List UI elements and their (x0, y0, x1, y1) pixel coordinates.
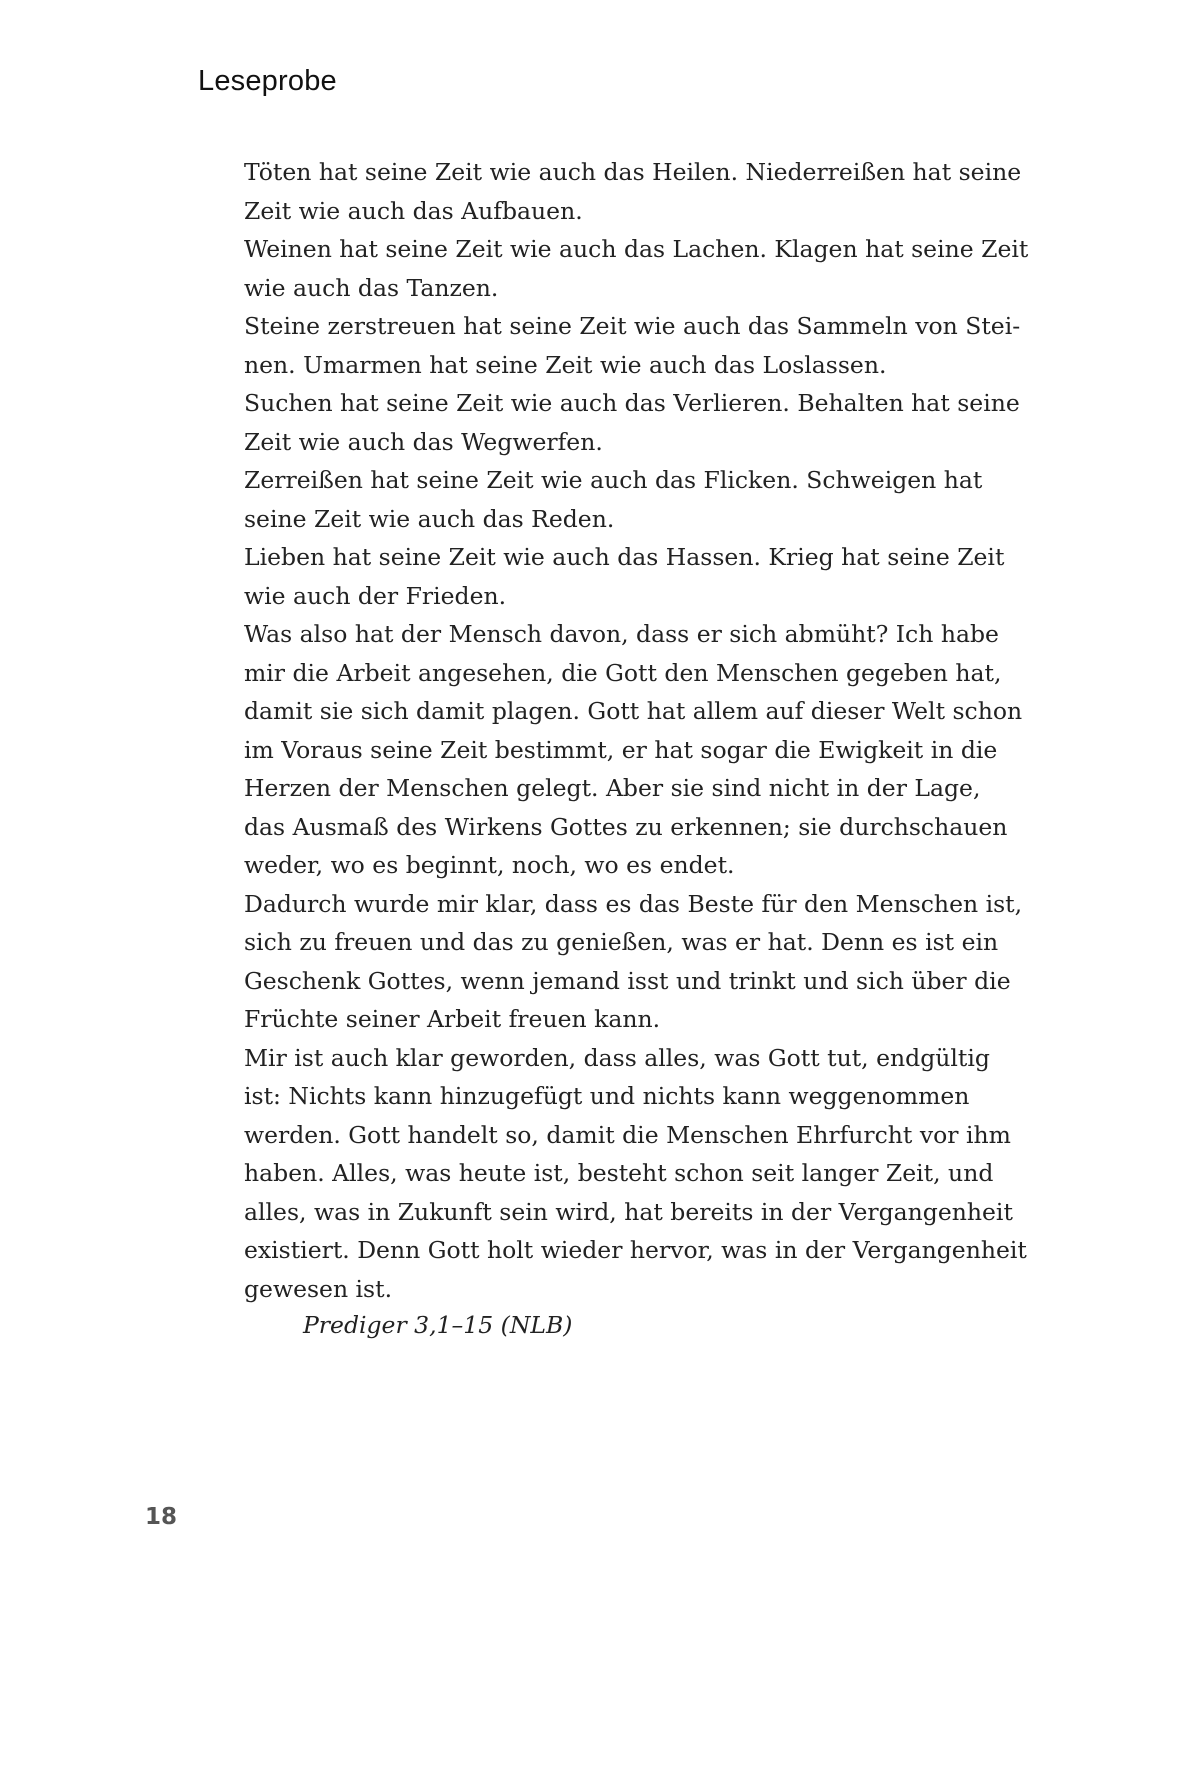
passage-line: wie auch der Frieden. (244, 581, 507, 610)
passage-line: Steine zerstreuen hat seine Zeit wie auch das Sammeln von Stei- (244, 312, 1021, 340)
passage-line: Früchte seiner Arbeit freuen kann. (244, 1005, 661, 1033)
passage-line: gewesen ist. (244, 1274, 393, 1303)
passage-line: haben. Alles, was heute ist, besteht schon seit langer Zeit, und (244, 1159, 994, 1187)
passage-line: Mir ist auch klar geworden, dass alles, was Gott tut, endgültig (244, 1043, 990, 1072)
passage-line: Dadurch wurde mir klar, dass es das Beste für den Menschen ist, (244, 889, 1023, 918)
passage-line: existiert. Denn Gott holt wieder hervor, was in der Vergangenheit (244, 1236, 1027, 1264)
passage-line: nen. Umarmen hat seine Zeit wie auch das Loslassen. (244, 350, 887, 379)
passage-line: Töten hat seine Zeit wie auch das Heilen. Niederreißen hat seine (244, 158, 1022, 186)
passage-line: wie auch das Tanzen. (244, 273, 499, 302)
passage-line: ist: Nichts kann hinzugefügt und nichts kann weggenommen (244, 1082, 970, 1110)
passage-line: Zeit wie auch das Aufbauen. (244, 196, 583, 225)
passage-line: Herzen der Menschen gelegt. Aber sie sind nicht in der Lage, (244, 774, 981, 802)
passage-line: Zeit wie auch das Wegwerfen. (244, 427, 603, 456)
passage-line: Zerreißen hat seine Zeit wie auch das Flicken. Schweigen hat (244, 466, 983, 494)
passage-line: das Ausmaß des Wirkens Gottes zu erkennen; sie durchschauen (244, 812, 1008, 841)
passage-line: seine Zeit wie auch das Reden. (244, 504, 615, 533)
page-header-title: Leseprobe (198, 65, 337, 97)
passage-line: Suchen hat seine Zeit wie auch das Verlieren. Behalten hat seine (244, 389, 1020, 417)
passage-line: Was also hat der Mensch davon, dass er sich abmüht? Ich habe (244, 620, 999, 648)
page-number: 18 (145, 1504, 178, 1530)
passage-line: alles, was in Zukunft sein wird, hat bereits in der Vergangenheit (244, 1197, 1013, 1226)
passage-line: sich zu freuen und das zu genießen, was er hat. Denn es ist ein (244, 928, 999, 956)
passage-line: im Voraus seine Zeit bestimmt, er hat sogar die Ewigkeit in die (244, 735, 998, 764)
passage-line: damit sie sich damit plagen. Gott hat allem auf dieser Welt schon (244, 697, 1023, 725)
scripture-citation: Prediger 3,1–15 (NLB) (303, 1311, 573, 1339)
passage-line: weder, wo es beginnt, noch, wo es endet. (244, 851, 735, 879)
passage-line: Lieben hat seine Zeit wie auch das Hassen. Krieg hat seine Zeit (244, 543, 1005, 571)
scripture-passage (244, 153, 1044, 1308)
passage-line: Geschenk Gottes, wenn jemand isst und trinkt und sich über die (244, 966, 1011, 995)
passage-line: Weinen hat seine Zeit wie auch das Lachen. Klagen hat seine Zeit (244, 235, 1029, 263)
passage-line: werden. Gott handelt so, damit die Menschen Ehrfurcht vor ihm (244, 1120, 1011, 1149)
passage-line: mir die Arbeit angesehen, die Gott den Menschen gegeben hat, (244, 658, 1002, 687)
